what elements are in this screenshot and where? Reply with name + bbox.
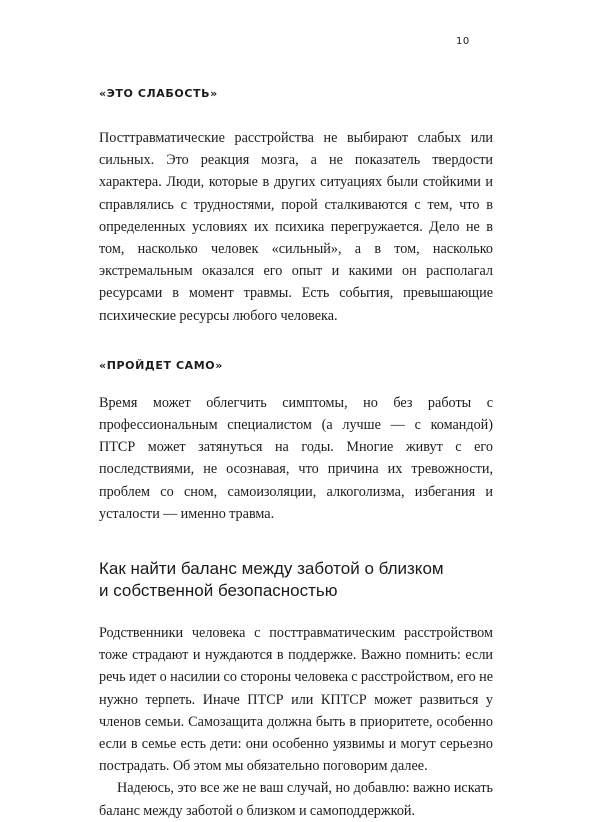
chapter-paragraph-2: Надеюсь, это все же не ваш случай, но добавлю: важно искать баланс между заботой о близком и самоподдержкой. [99,780,493,819]
chapter-heading-line-1: Как найти баланс между заботой о близком [99,559,444,579]
myth-paragraph-passes-itself: Время может облегчить симптомы, но без работы с профессиональным специалистом (а лучше — с командой) ПТСР может затянуться на годы. Многие живут с его последствиями, не осознавая, что причина их тревожности, проблем со сном, самоизоляции, алкоголизма, избегания и усталости — именно травма. [99,394,493,522]
myth-heading-passes-itself: «ПРОЙДЕТ САМО» [99,358,223,372]
myth-paragraph-weakness: Посттравматические расстройства не выбирают слабых или сильных. Это реакция мозга, а не показатель твердости характера. Люди, которые в других ситуациях были стойкими и справлялись с трудностями, порой сталкиваются с тем, что в определенных условиях их психика перегружается. Дело не в том, насколько человек «сильный», а в том, насколько экстремальным оказался его опыт и какими он располагал ресурсами в момент травмы. Есть события, превышающие психические ресурсы любого человека. [99,130,493,324]
chapter-heading [99,558,493,602]
page-content [99,86,493,822]
chapter-heading-line-2: и собственной безопасностью [99,581,338,601]
myth-heading-weakness: «ЭТО СЛАБОСТЬ» [99,87,218,100]
chapter-paragraph-1: Родственники человека с посттравматическим расстройством тоже страдают и нуждаются в поддержке. Важно помнить: если речь идет о насилии со стороны человека с расстройством, его не нужно терпеть. Иначе ПТСР или КПТСР может развиться у членов семьи. Самозащита должна быть в приоритете, особенно если в семье есть дети: они особенно уязвимы и могут серьезно пострадать. Об этом мы обязательно поговорим далее. [99,625,493,775]
page-number: 10 [456,36,470,47]
